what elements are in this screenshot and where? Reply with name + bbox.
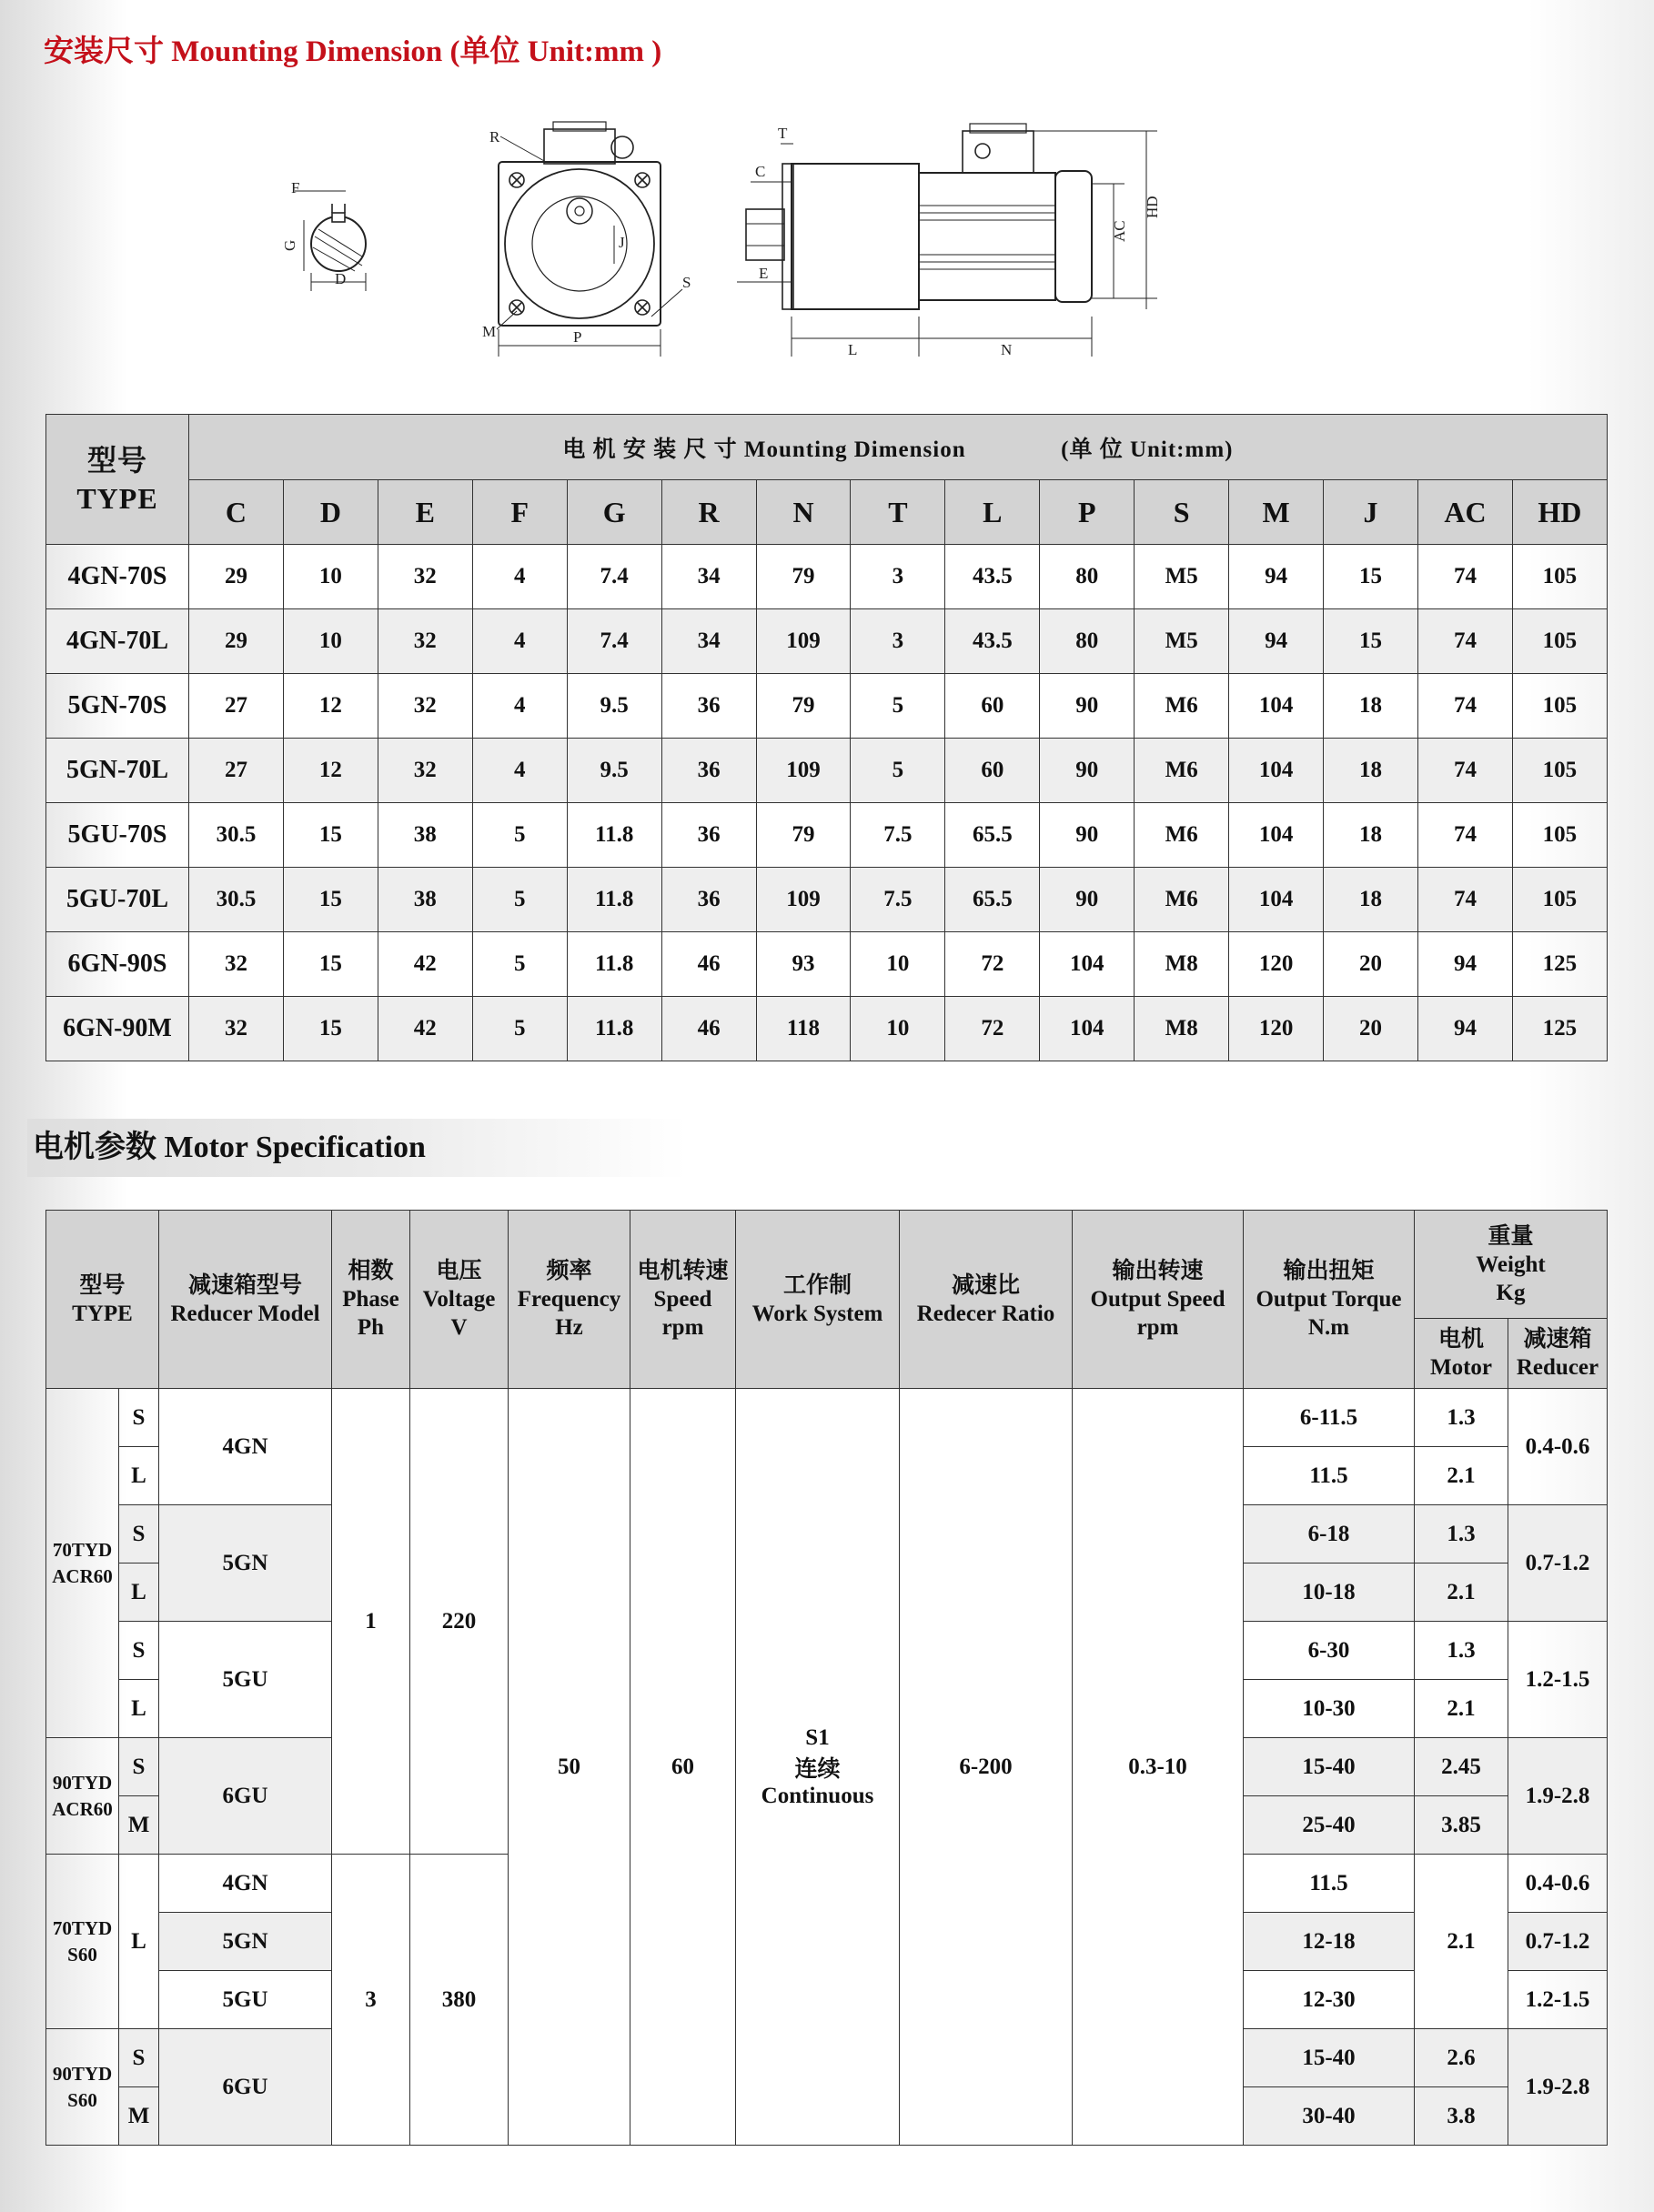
dim-value-cell: 74 [1417, 868, 1512, 932]
dim-value-cell: 72 [945, 932, 1040, 997]
speed-cell: 60 [630, 1389, 736, 2146]
dim-value-cell: 105 [1512, 739, 1607, 803]
dim-value-cell: 4 [472, 609, 567, 674]
dim-value-cell: 104 [1229, 868, 1324, 932]
reducer-weight-cell: 1.2-1.5 [1508, 1622, 1608, 1738]
dim-value-cell: 104 [1040, 932, 1135, 997]
col-header: R [661, 480, 756, 545]
shaft-section-drawing [281, 179, 366, 291]
dim-value-cell: 3 [851, 545, 945, 609]
dim-row [46, 609, 1608, 674]
dim-value-cell: 32 [378, 674, 472, 739]
reducer-weight-cell: 1.9-2.8 [1508, 2029, 1608, 2146]
group-70tyd-acr60: 70TYD ACR60 [46, 1389, 119, 1738]
dim-value-cell: 36 [661, 739, 756, 803]
motor-weight-cell: 1.3 [1415, 1622, 1508, 1680]
dim-value-cell: 105 [1512, 803, 1607, 868]
label-s: S [682, 274, 691, 291]
reducer-weight-cell: 0.4-0.6 [1508, 1855, 1608, 1913]
dim-value-cell: 7.4 [567, 545, 661, 609]
label-d: D [335, 270, 347, 287]
dim-value-cell: 10 [851, 997, 945, 1061]
dim-value-cell: 12 [283, 739, 378, 803]
dim-value-cell: 104 [1229, 739, 1324, 803]
spec-torque-header: 输出扭矩 Output Torque N.m [1244, 1211, 1415, 1389]
len-cell: L [119, 1563, 159, 1622]
dim-type-cell: 5GN-70L [46, 739, 189, 803]
dim-value-cell: 94 [1229, 545, 1324, 609]
dim-value-cell: 11.8 [567, 803, 661, 868]
dim-value-cell: 9.5 [567, 739, 661, 803]
label-j: J [619, 234, 625, 251]
dim-value-cell: 9.5 [567, 674, 661, 739]
motor-weight-cell: 2.45 [1415, 1738, 1508, 1796]
front-view-drawing [482, 122, 691, 357]
dim-value-cell: 120 [1229, 997, 1324, 1061]
torque-cell: 6-30 [1244, 1622, 1415, 1680]
dim-value-cell: 7.5 [851, 868, 945, 932]
motor-weight-cell: 1.3 [1415, 1505, 1508, 1563]
torque-cell: 11.5 [1244, 1447, 1415, 1505]
dim-value-cell: M5 [1135, 545, 1229, 609]
label-g: G [281, 239, 298, 251]
phase-1-cell: 1 [332, 1389, 410, 1855]
spec-work-header: 工作制 Work System [736, 1211, 900, 1389]
label-t: T [778, 125, 788, 142]
label-r: R [489, 128, 500, 146]
label-c: C [755, 163, 766, 180]
dim-value-cell: 90 [1040, 868, 1135, 932]
reducer-cell: 6GU [159, 2029, 332, 2146]
reducer-cell: 5GU [159, 1971, 332, 2029]
dim-value-cell: 15 [1324, 545, 1418, 609]
spec-reducer-header: 减速箱型号 Reducer Model [159, 1211, 332, 1389]
dim-row [46, 868, 1608, 932]
dim-value-cell: 5 [851, 674, 945, 739]
torque-cell: 15-40 [1244, 1738, 1415, 1796]
dim-value-cell: 12 [283, 674, 378, 739]
dim-value-cell: 93 [756, 932, 851, 997]
mounting-dimension-table [45, 414, 1608, 1061]
dim-value-cell: 74 [1417, 609, 1512, 674]
spec-motor-weight-header: 电机 Motor [1415, 1319, 1508, 1389]
dim-value-cell: M6 [1135, 868, 1229, 932]
dim-value-cell: 42 [378, 997, 472, 1061]
dim-value-cell: 60 [945, 674, 1040, 739]
col-header: T [851, 480, 945, 545]
reducer-weight-cell: 0.7-1.2 [1508, 1913, 1608, 1971]
torque-cell: 15-40 [1244, 2029, 1415, 2087]
dim-value-cell: 109 [756, 739, 851, 803]
col-header: D [283, 480, 378, 545]
dim-value-cell: 94 [1417, 932, 1512, 997]
dim-value-cell: 38 [378, 803, 472, 868]
dim-value-cell: 118 [756, 997, 851, 1061]
work-system-cell: S1 连续 Continuous [736, 1389, 900, 2146]
len-cell: M [119, 1796, 159, 1855]
dim-value-cell: 15 [1324, 609, 1418, 674]
reducer-cell: 4GN [159, 1389, 332, 1505]
dim-value-cell: 5 [851, 739, 945, 803]
dim-value-cell: 79 [756, 674, 851, 739]
dim-value-cell: 20 [1324, 997, 1418, 1061]
dim-value-cell: 36 [661, 868, 756, 932]
col-header: M [1229, 480, 1324, 545]
spec-reducer-weight-header: 减速箱 Reducer [1508, 1319, 1608, 1389]
reducer-cell: 6GU [159, 1738, 332, 1855]
torque-cell: 11.5 [1244, 1855, 1415, 1913]
dim-value-cell: 7.4 [567, 609, 661, 674]
dim-type-cell: 5GU-70S [46, 803, 189, 868]
dim-value-cell: 32 [378, 545, 472, 609]
dim-value-cell: 29 [189, 609, 284, 674]
label-e: E [759, 265, 769, 282]
reducer-cell: 5GN [159, 1505, 332, 1622]
motor-weight-cell: 2.1 [1415, 1855, 1508, 2029]
len-cell: S [119, 1505, 159, 1563]
col-header: G [567, 480, 661, 545]
dim-value-cell: 105 [1512, 545, 1607, 609]
spec-weight-header: 重量 Weight Kg [1415, 1211, 1608, 1319]
label-l: L [848, 341, 858, 358]
torque-cell: 12-30 [1244, 1971, 1415, 2029]
torque-cell: 12-18 [1244, 1913, 1415, 1971]
dim-value-cell: 74 [1417, 803, 1512, 868]
motor-weight-cell: 1.3 [1415, 1389, 1508, 1447]
dim-value-cell: 80 [1040, 545, 1135, 609]
dim-value-cell: 43.5 [945, 609, 1040, 674]
dim-value-cell: 120 [1229, 932, 1324, 997]
dim-value-cell: 5 [472, 932, 567, 997]
dim-value-cell: M6 [1135, 803, 1229, 868]
dim-value-cell: 11.8 [567, 868, 661, 932]
dim-value-cell: 74 [1417, 739, 1512, 803]
dim-value-cell: 80 [1040, 609, 1135, 674]
dim-value-cell: 38 [378, 868, 472, 932]
reducer-weight-cell: 1.2-1.5 [1508, 1971, 1608, 2029]
col-header: E [378, 480, 472, 545]
motor-weight-cell: 2.1 [1415, 1680, 1508, 1738]
dim-value-cell: 15 [283, 803, 378, 868]
reducer-weight-cell: 0.4-0.6 [1508, 1389, 1608, 1505]
dim-value-cell: 105 [1512, 674, 1607, 739]
dim-value-cell: 104 [1229, 803, 1324, 868]
dim-row [46, 803, 1608, 868]
side-view-drawing [737, 124, 1161, 358]
len-cell: S [119, 2029, 159, 2087]
dim-value-cell: 104 [1040, 997, 1135, 1061]
torque-cell: 10-18 [1244, 1563, 1415, 1622]
dim-type-cell: 4GN-70L [46, 609, 189, 674]
dim-row [46, 739, 1608, 803]
dim-value-cell: 18 [1324, 674, 1418, 739]
dim-value-cell: 15 [283, 868, 378, 932]
label-n: N [1001, 341, 1013, 358]
dim-value-cell: 90 [1040, 803, 1135, 868]
dim-value-cell: 60 [945, 739, 1040, 803]
dim-value-cell: 46 [661, 932, 756, 997]
dim-value-cell: 18 [1324, 803, 1418, 868]
reducer-weight-cell: 1.9-2.8 [1508, 1738, 1608, 1855]
torque-cell: 30-40 [1244, 2087, 1415, 2146]
len-cell: S [119, 1622, 159, 1680]
dim-value-cell: 36 [661, 674, 756, 739]
dim-value-cell: 18 [1324, 868, 1418, 932]
col-header: S [1135, 480, 1229, 545]
torque-cell: 6-18 [1244, 1505, 1415, 1563]
dim-value-cell: 10 [851, 932, 945, 997]
reducer-cell: 5GN [159, 1913, 332, 1971]
phase-3-cell: 3 [332, 1855, 410, 2146]
group-90tyd-acr60: 90TYD ACR60 [46, 1738, 119, 1855]
dim-value-cell: 5 [472, 803, 567, 868]
dim-value-cell: 30.5 [189, 803, 284, 868]
dim-value-cell: 30.5 [189, 868, 284, 932]
dim-type-cell: 5GN-70S [46, 674, 189, 739]
group-70tyd-s60: 70TYD S60 [46, 1855, 119, 2029]
dim-value-cell: 43.5 [945, 545, 1040, 609]
col-header: AC [1417, 480, 1512, 545]
mounting-dimension-title: 安装尺寸 Mounting Dimension (单位 Unit:mm ) [44, 35, 662, 68]
dim-value-cell: 18 [1324, 739, 1418, 803]
dim-value-cell: 72 [945, 997, 1040, 1061]
dim-value-cell: 32 [189, 932, 284, 997]
torque-cell: 10-30 [1244, 1680, 1415, 1738]
spec-voltage-header: 电压 Voltage V [410, 1211, 509, 1389]
len-cell: S [119, 1738, 159, 1796]
dim-value-cell: 34 [661, 609, 756, 674]
dim-value-cell: 42 [378, 932, 472, 997]
dim-type-cell: 5GU-70L [46, 868, 189, 932]
dim-value-cell: 4 [472, 674, 567, 739]
reducer-cell: 5GU [159, 1622, 332, 1738]
motor-spec-title: 电机参数 Motor Specification [27, 1119, 688, 1177]
mounting-drawings [255, 118, 1283, 382]
dim-value-cell: 34 [661, 545, 756, 609]
dim-value-cell: 15 [283, 932, 378, 997]
dim-value-cell: M6 [1135, 739, 1229, 803]
dim-value-cell: 10 [283, 545, 378, 609]
torque-cell: 25-40 [1244, 1796, 1415, 1855]
dim-value-cell: 11.8 [567, 932, 661, 997]
dim-value-cell: 125 [1512, 932, 1607, 997]
dim-value-cell: 27 [189, 674, 284, 739]
dim-value-cell: 5 [472, 868, 567, 932]
col-header: J [1324, 480, 1418, 545]
group-90tyd-s60: 90TYD S60 [46, 2029, 119, 2146]
motor-weight-cell: 2.1 [1415, 1563, 1508, 1622]
dim-value-cell: 105 [1512, 868, 1607, 932]
motor-weight-cell: 2.1 [1415, 1447, 1508, 1505]
spec-outspeed-header: 输出转速 Output Speed rpm [1073, 1211, 1244, 1389]
spec-type-header: 型号 TYPE [46, 1211, 159, 1389]
dim-value-cell: 32 [378, 609, 472, 674]
col-header: F [472, 480, 567, 545]
col-header: L [945, 480, 1040, 545]
col-header: C [189, 480, 284, 545]
dim-type-cell: 6GN-90S [46, 932, 189, 997]
dim-value-cell: 79 [756, 545, 851, 609]
dim-value-cell: 27 [189, 739, 284, 803]
spec-phase-header: 相数 Phase Ph [332, 1211, 410, 1389]
dim-value-cell: 125 [1512, 997, 1607, 1061]
dim-row [46, 674, 1608, 739]
voltage-380-cell: 380 [410, 1855, 509, 2146]
col-header: HD [1512, 480, 1607, 545]
dim-value-cell: 65.5 [945, 868, 1040, 932]
motor-weight-cell: 3.85 [1415, 1796, 1508, 1855]
dim-type-header: 型号 TYPE [46, 415, 189, 545]
dim-value-cell: M5 [1135, 609, 1229, 674]
dim-type-cell: 6GN-90M [46, 997, 189, 1061]
len-cell: L [119, 1680, 159, 1738]
dim-value-cell: 7.5 [851, 803, 945, 868]
dim-value-cell: 109 [756, 609, 851, 674]
dim-type-cell: 4GN-70S [46, 545, 189, 609]
len-cell: L [119, 1447, 159, 1505]
dim-value-cell: 5 [472, 997, 567, 1061]
len-cell: M [119, 2087, 159, 2146]
label-m: M [482, 323, 497, 340]
dim-value-cell: 15 [283, 997, 378, 1061]
label-f: F [291, 179, 300, 196]
output-speed-cell: 0.3-10 [1073, 1389, 1244, 2146]
dim-value-cell: 104 [1229, 674, 1324, 739]
dim-value-cell: M8 [1135, 932, 1229, 997]
dim-value-cell: 90 [1040, 674, 1135, 739]
dim-value-cell: 74 [1417, 674, 1512, 739]
dim-value-cell: 3 [851, 609, 945, 674]
motor-spec-table [45, 1210, 1608, 2146]
motor-weight-cell: 3.8 [1415, 2087, 1508, 2146]
dim-value-cell: 36 [661, 803, 756, 868]
reducer-weight-cell: 0.7-1.2 [1508, 1505, 1608, 1622]
spec-ratio-header: 减速比 Redecer Ratio [900, 1211, 1073, 1389]
dim-row [46, 997, 1608, 1061]
dim-value-cell: 32 [189, 997, 284, 1061]
dim-value-cell: 94 [1229, 609, 1324, 674]
dim-band-title: 电 机 安 装 尺 寸 Mounting Dimension (单 位 Unit:mm) [189, 415, 1608, 480]
dim-value-cell: 32 [378, 739, 472, 803]
voltage-220-cell: 220 [410, 1389, 509, 1855]
dim-value-cell: 90 [1040, 739, 1135, 803]
dim-value-cell: M8 [1135, 997, 1229, 1061]
spec-speed-header: 电机转速 Speed rpm [630, 1211, 736, 1389]
dim-value-cell: 105 [1512, 609, 1607, 674]
frequency-cell: 50 [509, 1389, 630, 2146]
motor-weight-cell: 2.6 [1415, 2029, 1508, 2087]
dim-value-cell: M6 [1135, 674, 1229, 739]
label-p: P [573, 328, 582, 346]
dim-value-cell: 74 [1417, 545, 1512, 609]
dim-value-cell: 20 [1324, 932, 1418, 997]
dim-value-cell: 4 [472, 739, 567, 803]
dim-row [46, 932, 1608, 997]
ratio-cell: 6-200 [900, 1389, 1073, 2146]
dim-value-cell: 29 [189, 545, 284, 609]
dim-value-cell: 46 [661, 997, 756, 1061]
dim-value-cell: 65.5 [945, 803, 1040, 868]
dim-value-cell: 94 [1417, 997, 1512, 1061]
label-hd: HD [1144, 196, 1161, 218]
dim-value-cell: 4 [472, 545, 567, 609]
spec-frequency-header: 频率 Frequency Hz [509, 1211, 630, 1389]
len-cell: L [119, 1855, 159, 2029]
reducer-cell: 4GN [159, 1855, 332, 1913]
label-ac: AC [1111, 220, 1128, 242]
torque-cell: 6-11.5 [1244, 1389, 1415, 1447]
col-header: P [1040, 480, 1135, 545]
dim-value-cell: 10 [283, 609, 378, 674]
col-header: N [756, 480, 851, 545]
dim-value-cell: 109 [756, 868, 851, 932]
dim-value-cell: 11.8 [567, 997, 661, 1061]
dim-row [46, 545, 1608, 609]
len-cell: S [119, 1389, 159, 1447]
dim-value-cell: 79 [756, 803, 851, 868]
